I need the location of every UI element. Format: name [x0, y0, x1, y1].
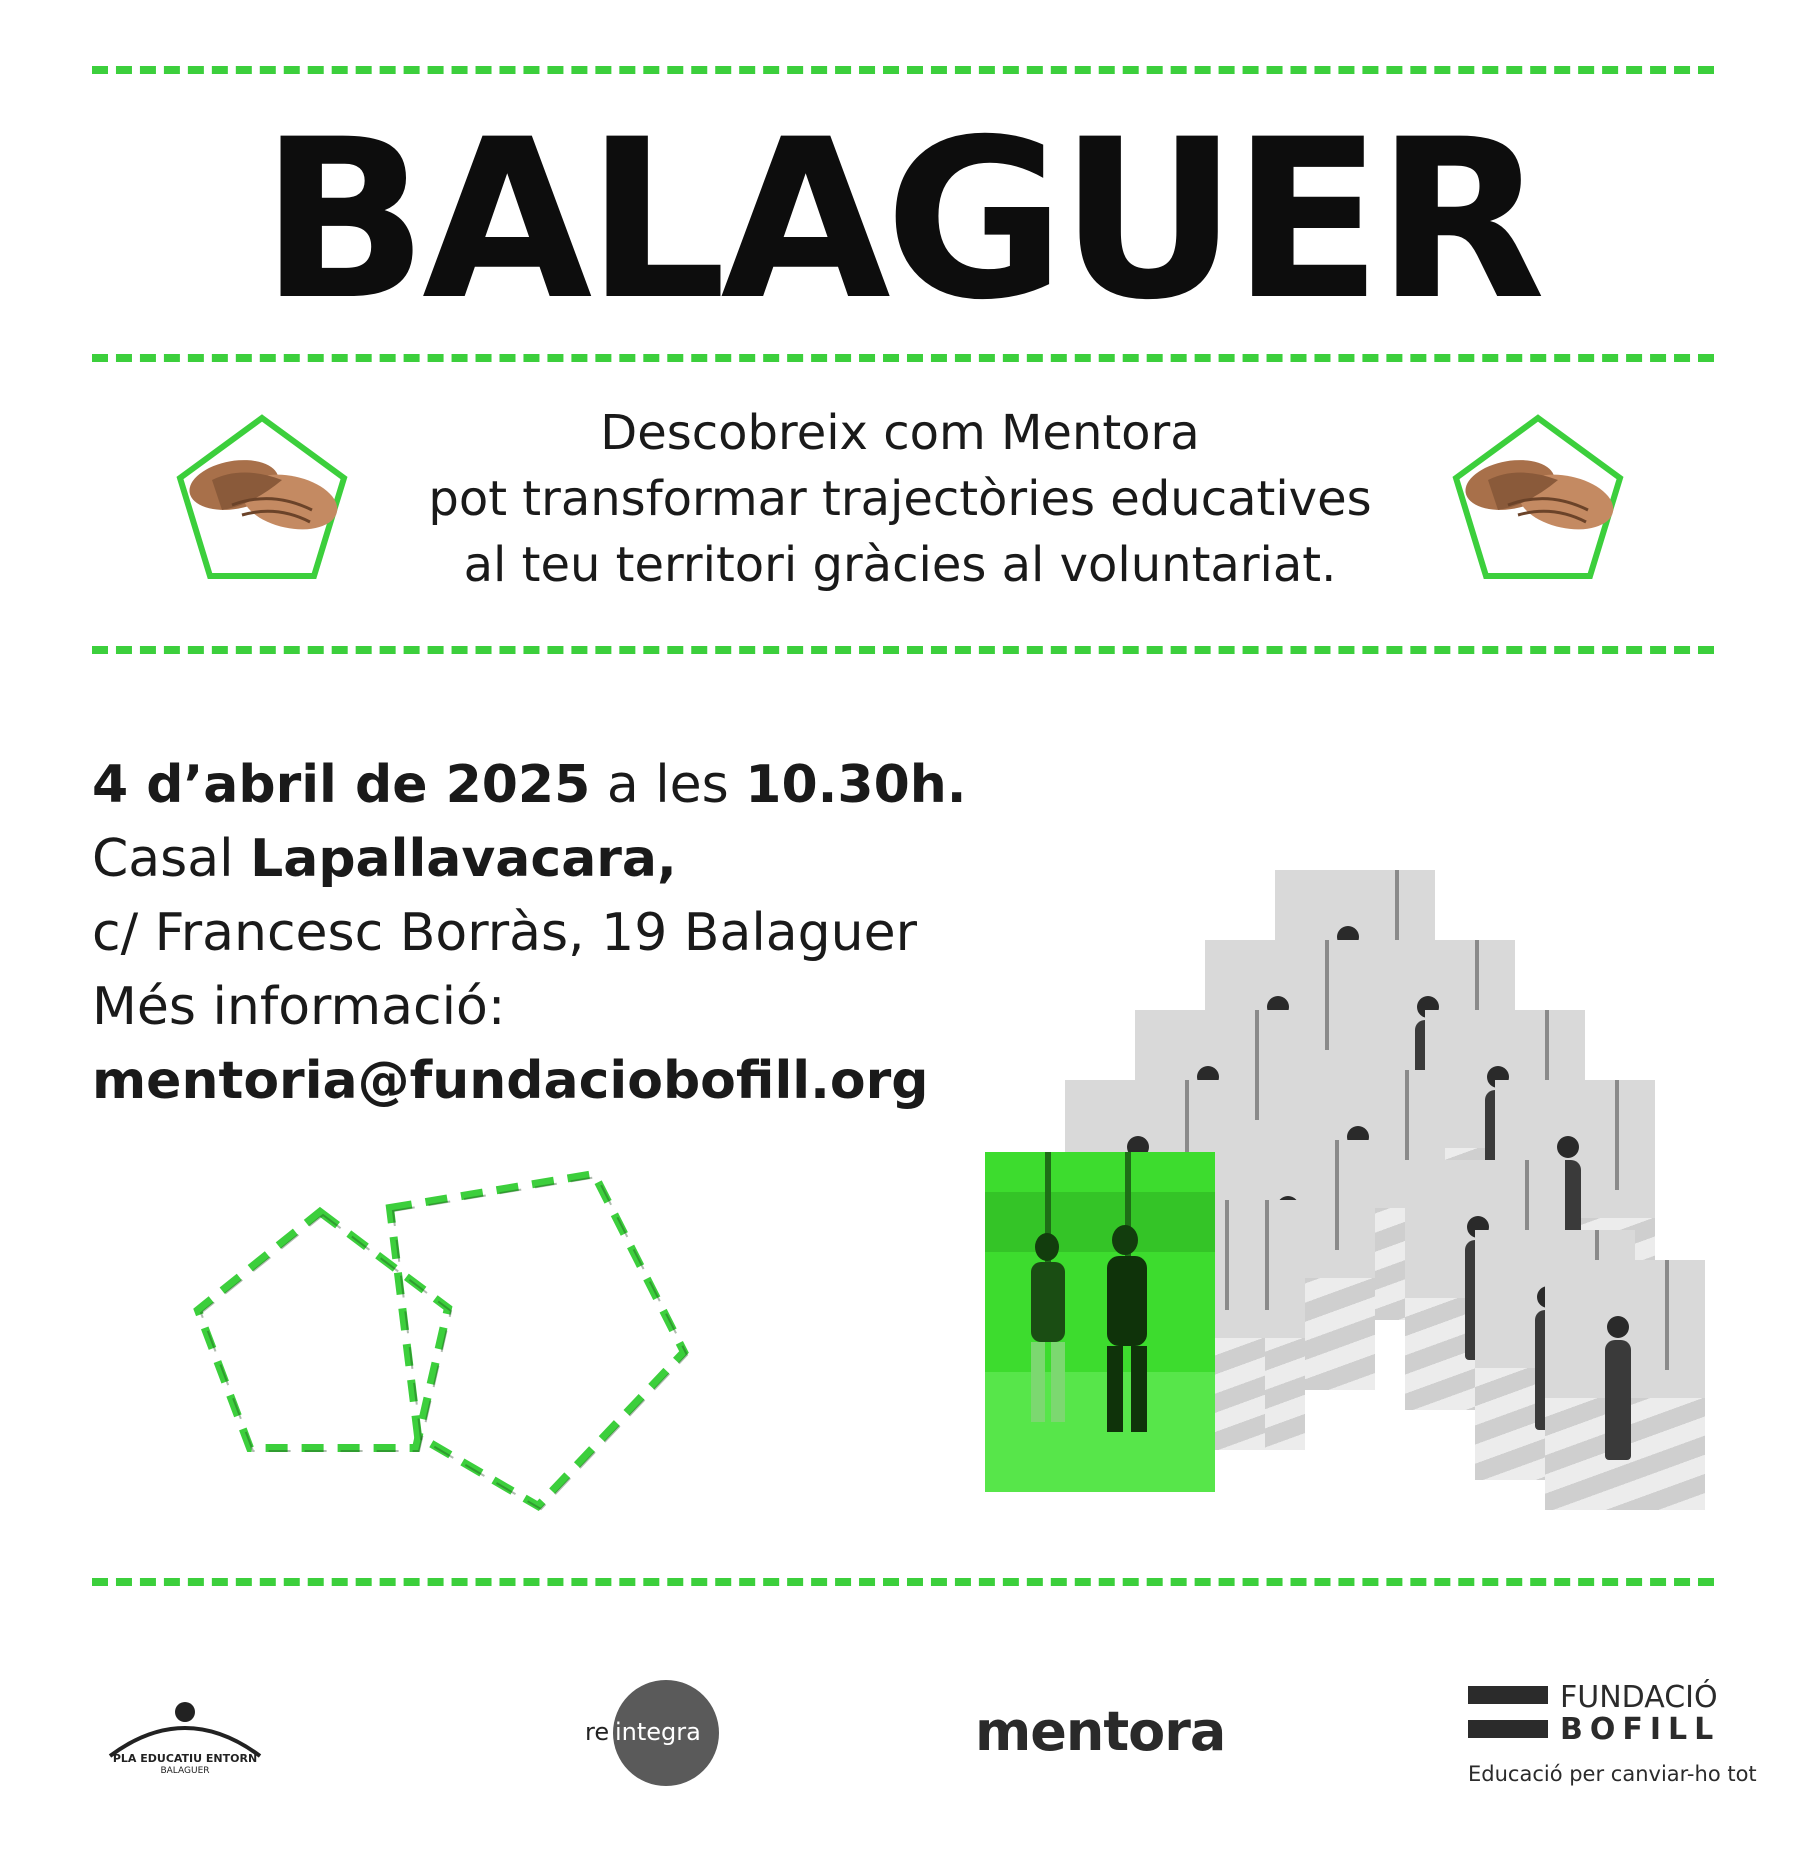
event-at: a les: [590, 755, 746, 815]
bofill-line2: BOFILL: [1560, 1712, 1721, 1747]
info-label: Més informació:: [92, 977, 506, 1037]
dashed-divider-bottom: [92, 1578, 1714, 1586]
contact-email-link[interactable]: mentoria@fundaciobofill.org: [92, 1051, 929, 1111]
venue-name: Lapallavacara,: [250, 829, 677, 889]
venue-prefix: Casal: [92, 829, 251, 889]
bofill-tagline: Educació per canviar-ho tot: [1468, 1762, 1757, 1786]
event-details: [92, 748, 967, 1118]
intro-line-3: al teu territori gràcies al voluntariat.: [463, 537, 1337, 593]
handshake-icon: [1462, 454, 1619, 538]
handshake-pentagon-icon-left: [172, 410, 352, 590]
intro-line-1: Descobreix com Mentora: [600, 405, 1200, 461]
dashed-divider-2: [92, 354, 1714, 362]
mentora-logo: mentora: [975, 1700, 1226, 1763]
reintegra-logo: [585, 1680, 715, 1790]
event-time: 10.30h.: [745, 755, 967, 815]
handshake-pentagon-icon-right: [1448, 410, 1628, 590]
reintegra-re: re: [585, 1718, 610, 1746]
pla-logo-line1: PLA EDUCATIU ENTORN: [112, 1752, 258, 1765]
page-title: BALAGUER: [260, 92, 1540, 348]
event-datetime: [92, 748, 967, 822]
dashed-divider-3: [92, 646, 1714, 654]
event-address: c/ Francesc Borràs, 19 Balaguer: [92, 903, 917, 963]
dashed-divider-top: [92, 66, 1714, 74]
green-tinted-photo: [985, 1152, 1215, 1492]
fundacio-bofill-logo: [1468, 1680, 1757, 1796]
photo-frame: [1545, 1260, 1705, 1510]
pla-educatiu-entorn-logo: [100, 1700, 270, 1780]
bofill-bar-top: [1468, 1686, 1548, 1704]
pla-logo-line2: BALAGUER: [160, 1766, 210, 1776]
intro-line-2: pot transformar trajectòries educatives: [428, 471, 1372, 527]
dashed-pentagons-decoration: [190, 1160, 710, 1530]
event-date: 4 d’abril de 2025: [92, 755, 591, 815]
bofill-bar-bottom: [1468, 1720, 1548, 1738]
photo-collage: [985, 870, 1705, 1510]
event-venue: [92, 822, 967, 896]
intro-text: [360, 400, 1440, 598]
bofill-line1: FUNDACIÓ: [1560, 1680, 1718, 1715]
handshake-icon: [186, 454, 343, 538]
reintegra-integra: integra: [615, 1718, 701, 1746]
